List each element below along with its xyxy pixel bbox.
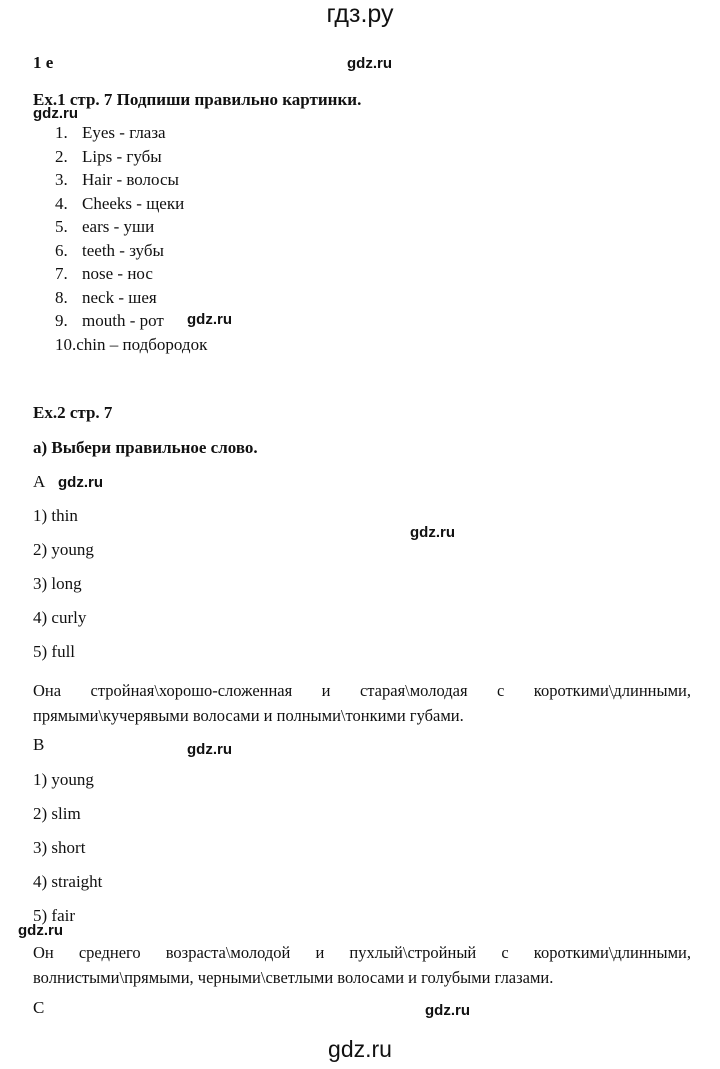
list-item-number: 3.: [55, 170, 68, 189]
list-item-text: teeth - зубы: [82, 240, 164, 260]
list-item-number: 1.: [55, 123, 68, 142]
list-item-number: 10.: [55, 334, 77, 354]
watermark: gdz.ru: [58, 474, 103, 491]
ex1-title: Ex.1 стр. 7 Подпиши правильно картинки.: [33, 90, 362, 109]
ex1-list: [55, 121, 207, 356]
list-item: [55, 262, 207, 286]
site-footer: gdz.ru: [328, 1036, 392, 1062]
list-item: [55, 333, 207, 357]
list-item: [55, 121, 207, 145]
part-a-label: A: [33, 472, 46, 491]
list-item: [55, 309, 207, 333]
ex2-title: Ex.2 стр. 7: [33, 403, 113, 422]
part-b-translation: Он среднего возраста\молодой и пухлый\стройный с короткими\длинными, волнистыми\прямыми, черными\светлыми волосами и голубыми глазами.: [33, 943, 691, 987]
part-b-answers: [33, 763, 102, 933]
list-item-number: 4.: [55, 193, 68, 213]
list-item: 1) young: [33, 770, 94, 789]
list-item: 4) curly: [33, 608, 87, 627]
list-item: 2) slim: [33, 804, 81, 823]
list-item-text: Cheeks - щеки: [82, 193, 185, 213]
site-header: гдз.ру: [326, 0, 394, 28]
list-item-number: 7.: [55, 264, 68, 283]
list-item: 3) long: [33, 574, 82, 593]
watermark: gdz.ru: [410, 524, 455, 541]
watermark: gdz.ru: [347, 55, 392, 72]
list-item: [55, 168, 207, 192]
list-item-text: ears - уши: [82, 217, 155, 236]
list-item-text: Eyes - глаза: [82, 123, 166, 142]
list-item-text: mouth - рот: [82, 311, 164, 330]
list-item-number: 8.: [55, 287, 68, 307]
ex2-subtitle: а) Выбери правильное слово.: [33, 438, 258, 457]
list-item-text: Lips - губы: [82, 146, 162, 166]
part-c-label: C: [33, 998, 45, 1017]
part-a-translation: Она стройная\хорошо-сложенная и старая\молодая с короткими\длинными, прямыми\кучерявыми волосами и полными\тонкими губами.: [33, 681, 691, 725]
watermark: gdz.ru: [425, 1002, 470, 1019]
list-item-number: 9.: [55, 311, 68, 330]
list-item: [55, 145, 207, 169]
watermark: gdz.ru: [18, 922, 63, 939]
watermark: gdz.ru: [187, 311, 232, 328]
list-item: [55, 239, 207, 263]
list-item-number: 2.: [55, 146, 68, 166]
list-item: 5) full: [33, 642, 76, 661]
list-item: [55, 215, 207, 239]
list-item: 5) fair: [33, 906, 76, 925]
watermark: gdz.ru: [187, 741, 232, 758]
part-b-label: B: [33, 735, 45, 754]
list-item: 4) straight: [33, 872, 103, 891]
list-item: 1) thin: [33, 506, 78, 525]
list-item-text: nose - нос: [82, 264, 153, 283]
list-item: 2) young: [33, 540, 94, 559]
section-title: 1 e: [33, 53, 54, 72]
list-item: [55, 192, 207, 216]
list-item: 3) short: [33, 838, 86, 857]
list-item-text: chin – подбородок: [76, 334, 208, 354]
watermark: gdz.ru: [33, 105, 78, 122]
list-item: [55, 286, 207, 310]
list-item-text: neck - шея: [82, 287, 157, 307]
list-item-number: 5.: [55, 217, 68, 236]
list-item-number: 6.: [55, 240, 68, 260]
part-a-answers: [33, 499, 94, 669]
list-item-text: Hair - волосы: [82, 170, 179, 189]
